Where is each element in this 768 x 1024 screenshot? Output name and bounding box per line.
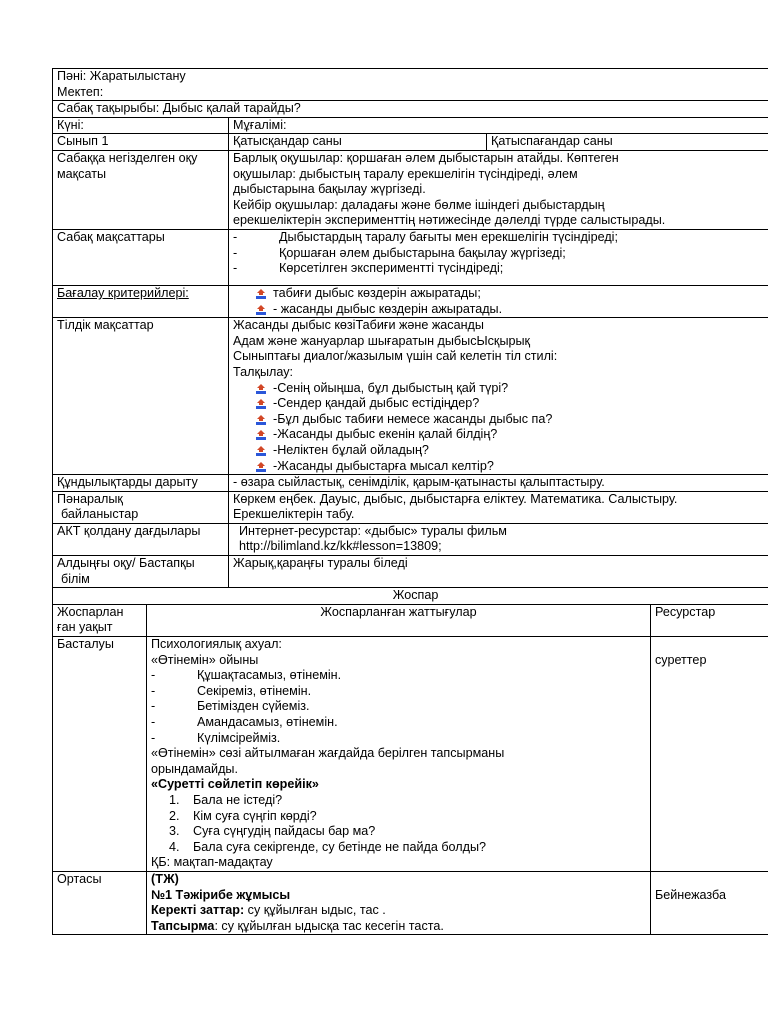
criteria-item: табиғи дыбыс көздерін ажыратады;: [255, 286, 768, 302]
arrow-bullet-icon: [255, 445, 267, 457]
start-row: [53, 637, 768, 872]
game-item: - Күлімсірейміз.: [151, 730, 281, 745]
question-item: 3. Суға сүңгудің пайдасы бар ма?: [169, 824, 376, 839]
cross-text: Көркем еңбек. Дауыс, дыбыс, дыбыстарға еліктеу. Математика. Салыстыру.: [233, 491, 678, 506]
start-content: Психологиялық ахуал: «Өтінемін» ойыны - Құшақтасамыз, өтінемін. - Секіреміз, өтінемін. - Бетімізден сүйеміз. - Амандасамыз, өтінемін. - Күлімсірейміз. «Өтінемін» сөзі айтылмаған жағдайда берілген тапсырманы орындамайды. «Суретті сөйлетіп көрейік» 1. Бала не істеді? 2. Кім суға сүңгіп көрді? 3. Суға сүңгудің пайдасы бар ма? 4. Бала суға секіргенде, су бетінде не пайда болды? ҚБ: мақтап-мадақтау: [147, 637, 651, 872]
start-label: Басталуы: [53, 637, 147, 872]
plan-title: Жоспар: [53, 588, 768, 605]
language-row: [53, 318, 768, 475]
ict-link[interactable]: http://bilimland.kz/kk#lesson=13809;: [239, 539, 442, 554]
arrow-bullet-icon: [255, 429, 267, 441]
question-item: 4. Бала суға секіргенде, су бетінде не пайда болды?: [169, 839, 487, 854]
goal-item: - Дыбыстардың таралу бағыты мен ерекшелігін түсіндіреді;: [233, 229, 618, 244]
language-label: Тілдік мақсаттар: [53, 318, 229, 475]
values-text: - өзара сыйластық, сенімділік, қарым-қатынасты қалыптастыру.: [229, 475, 768, 492]
objectives-line: Кейбір оқушылар: даладағы және бөлме ішіндегі дыбыстардың: [233, 197, 605, 212]
discussion-item: -Жасанды дыбыс екенін қалай білдің?: [255, 427, 768, 443]
subject-row: [53, 69, 768, 101]
language-content: Жасанды дыбыс көзіТабиғи және жасанды Адам және жануарлар шығаратын дыбысЫсқырық Сыныптағы диалог/жазылым үшін сай келетін тіл стилі: Талқылау: -Сенің ойыңша, бұл дыбыстың қай түрі? -Сендер қандай дыбыс естідіңдер? -Бұл дыбыс табиғи немесе жасанды дыбыс па? -Жасанды дыбыс екенін қалай білдің? -Неліктен бұлай ойладың? -Жасанды дыбыстарға мысал келтір?: [229, 318, 768, 475]
present-label: Қатысқандар саны: [229, 134, 487, 151]
objectives-line: ерекшеліктерін эксперименттің нәтижесінде дәлелді түрде салыстырады.: [233, 213, 666, 228]
question-item: 2. Кім суға сүңгіп көрді?: [169, 808, 317, 823]
prior-label: білім: [61, 571, 90, 586]
arrow-bullet-icon: [255, 461, 267, 473]
picture-heading: «Суретті сөйлетіп көрейік»: [151, 777, 319, 792]
time-col-header: Жоспарлан: [57, 604, 124, 619]
game-item: - Амандасамыз, өтінемін.: [151, 715, 338, 729]
goals-label: Сабақ мақсаттары: [53, 229, 229, 285]
lesson-plan-page: [52, 68, 768, 935]
subject-text: Пәні: Жаратылыстану: [57, 69, 186, 83]
values-label: Құндылықтарды дарыту: [53, 475, 229, 492]
criteria-item: - жасанды дыбыс көздерін ажыратады.: [255, 302, 768, 318]
lesson-plan-table: [52, 68, 768, 935]
grade-label: Сынып 1: [53, 134, 229, 151]
criteria-row: [53, 285, 768, 317]
middle-label: Ортасы: [53, 871, 147, 934]
activities-col-header: Жоспарланған жаттығулар: [147, 604, 651, 636]
criteria-label: Бағалау критерийлері:: [57, 285, 189, 300]
feedback-text: ҚБ: мақтап-мадақтау: [151, 855, 273, 870]
objectives-line: оқушылар: дыбыстың таралу ерекшелігін түсіндіреді, әлем: [233, 166, 578, 181]
cross-text: Ерекшеліктерін табу.: [233, 507, 355, 522]
discussion-item: -Неліктен бұлай ойладың?: [255, 443, 768, 459]
goal-item: - Қоршаған әлем дыбыстарына бақылау жүргізеді;: [233, 245, 566, 260]
arrow-bullet-icon: [255, 398, 267, 410]
goals-content: [229, 229, 768, 285]
resources-col-header: Ресурстар: [651, 604, 768, 636]
plan-title-row: [53, 588, 768, 605]
cross-row: [53, 491, 768, 523]
arrow-bullet-icon: [255, 304, 267, 316]
middle-resource: Бейнежазба: [655, 887, 726, 902]
objectives-line: Барлық оқушылар: қоршаған әлем дыбыстарын атайды. Көптеген: [233, 150, 619, 165]
game-item: - Құшақтасамыз, өтінемін.: [151, 668, 342, 683]
goal-item: - Көрсетілген экспериментті түсіндіреді;: [233, 261, 504, 276]
time-col-header: ған уақыт: [57, 620, 113, 635]
middle-content: (ТЖ) №1 Тәжірибе жұмысы Керекті заттар: су құйылған ыдыс, тас . Тапсырма: су құйылған ыдысқа тас кесегін таста.: [147, 871, 651, 934]
prior-row: [53, 556, 768, 588]
discussion-item: -Жасанды дыбыстарға мысал келтір?: [255, 459, 768, 475]
school-text: Мектеп:: [57, 84, 104, 99]
arrow-bullet-icon: [255, 414, 267, 426]
goals-row: [53, 229, 768, 285]
ict-label: АКТ қолдану дағдылары: [53, 523, 229, 555]
objectives-row: [53, 150, 768, 229]
discussion-item: -Сенің ойыңша, бұл дыбыстың қай түрі?: [255, 381, 768, 397]
prior-text: Жарық,қараңғы туралы біледі: [229, 556, 768, 588]
teacher-label: Мұғалімі:: [229, 117, 768, 134]
plan-header-row: [53, 604, 768, 636]
game-item: - Секіреміз, өтінемін.: [151, 683, 312, 698]
day-label: Күні:: [53, 117, 229, 134]
prior-label: Алдыңғы оқу/ Бастапқы: [57, 556, 195, 571]
absent-label: Қатыспағандар саны: [487, 134, 768, 151]
game-item: - Бетімізден сүйеміз.: [151, 699, 310, 714]
criteria-content: [229, 285, 768, 317]
ict-text: Интернет-ресурстар: «дыбыс» туралы фильм: [239, 523, 507, 538]
start-resource: суреттер: [655, 652, 707, 667]
topic-row: [53, 101, 768, 118]
arrow-bullet-icon: [255, 383, 267, 395]
objectives-line: дыбыстарына бақылау жүргізеді.: [233, 182, 426, 197]
grade-row: [53, 134, 768, 151]
discussion-item: -Сендер қандай дыбыс естідіңдер?: [255, 396, 768, 412]
topic-text: Сабақ тақырыбы: Дыбыс қалай тарайды?: [53, 101, 768, 118]
cross-label: Пәнаралық: [57, 491, 123, 506]
day-row: [53, 117, 768, 134]
question-item: 1. Бала не істеді?: [169, 792, 283, 807]
objectives-content: [229, 150, 768, 229]
values-row: [53, 475, 768, 492]
middle-row: [53, 871, 768, 934]
cross-label: байланыстар: [61, 507, 139, 522]
discussion-item: -Бұл дыбыс табиғи немесе жасанды дыбыс па?: [255, 412, 768, 428]
objectives-label: Сабаққа негізделген оқу мақсаты: [53, 150, 229, 229]
ict-row: [53, 523, 768, 555]
arrow-bullet-icon: [255, 288, 267, 300]
